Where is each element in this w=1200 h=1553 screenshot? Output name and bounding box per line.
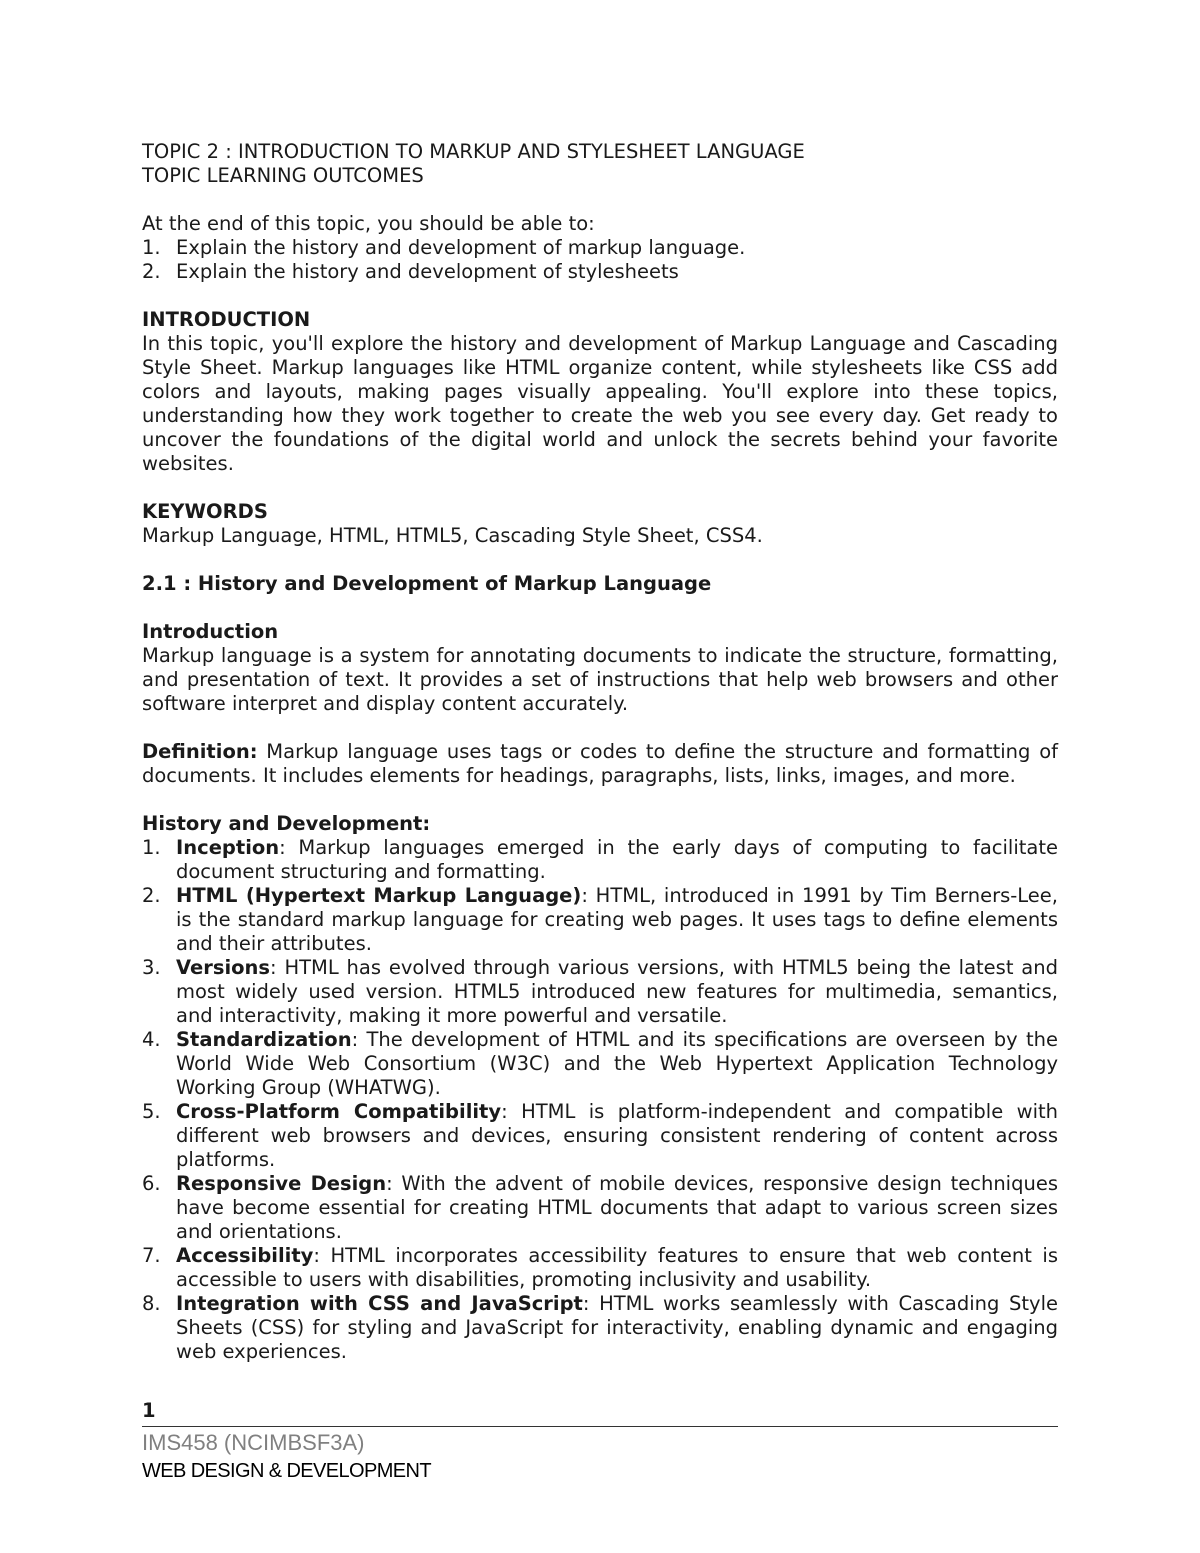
document-page <box>142 140 1058 1364</box>
definition-body: Markup language uses tags or codes to define the structure and formatting of documents. It includes elements for headings, paragraphs, lists, links, images, and more. <box>142 740 1058 787</box>
course-name: WEB DESIGN & DEVELOPMENT <box>142 1460 431 1482</box>
history-item <box>142 1028 1058 1100</box>
history-item <box>142 836 1058 884</box>
list-number: 7. <box>142 1244 161 1267</box>
section-title: 2.1 : History and Development of Markup Language <box>142 572 712 595</box>
history-desc: : With the advent of mobile devices, responsive design techniques have become essential for creating HTML documents that adapt to various screen sizes and orientations. <box>176 1172 1058 1243</box>
history-desc: : HTML works seamlessly with Cascading Style Sheets (CSS) for styling and JavaScript for interactivity, enabling dynamic and engaging web experiences. <box>176 1292 1058 1363</box>
history-desc: : Markup languages emerged in the early days of computing to facilitate document structuring and formatting. <box>176 836 1058 883</box>
outcome-item <box>142 260 1058 284</box>
history-item <box>142 956 1058 1028</box>
list-text <box>176 1028 1058 1100</box>
course-code: IMS458 (NCIMBSF3A) <box>142 1430 365 1455</box>
introduction-title: INTRODUCTION <box>142 308 311 331</box>
list-text <box>176 1292 1058 1364</box>
history-item <box>142 1292 1058 1364</box>
history-item <box>142 1244 1058 1292</box>
history-desc: : The development of HTML and its specifications are overseen by the World Wide Web Consortium (W3C) and the Web Hypertext Application Technology Working Group (WHATWG). <box>176 1028 1058 1099</box>
definition-label: Definition: <box>142 740 258 763</box>
list-number: 4. <box>142 1028 161 1051</box>
history-desc: : HTML, introduced in 1991 by Tim Berners-Lee, is the standard markup language for creating web pages. It uses tags to define elements and their attributes. <box>176 884 1059 955</box>
page-footer <box>142 1398 1058 1485</box>
history-term: Integration with CSS and JavaScript <box>176 1292 583 1315</box>
outcomes-intro: At the end of this topic, you should be able to: <box>142 212 595 235</box>
list-number: 8. <box>142 1292 161 1315</box>
list-text <box>176 836 1058 884</box>
history-term: HTML (Hypertext Markup Language) <box>176 884 582 907</box>
history-item <box>142 884 1058 956</box>
history-term: Standardization <box>176 1028 352 1051</box>
section-intro-body: Markup language is a system for annotating documents to indicate the structure, formatting, and presentation of text. It provides a set of instructions that help web browsers and other software interpret and display content accurately. <box>142 644 1058 715</box>
definition-paragraph <box>142 740 1058 788</box>
page-number: 1 <box>142 1399 156 1422</box>
list-number: 2. <box>142 260 161 283</box>
history-item <box>142 1172 1058 1244</box>
topic-title: TOPIC 2 : INTRODUCTION TO MARKUP AND STYLESHEET LANGUAGE <box>142 140 805 163</box>
footer-divider <box>142 1426 1058 1427</box>
list-number: 2. <box>142 884 161 907</box>
introduction-body: In this topic, you'll explore the history and development of Markup Language and Cascading Style Sheet. Markup languages like HTML organize content, while stylesheets like CSS add colors and layouts, making pages visually appealing. You'll explore into these topics, understanding how they work together to create the web you see every day. Get ready to uncover the foundations of the digital world and unlock the secrets behind your favorite websites. <box>142 332 1058 475</box>
list-number: 5. <box>142 1100 161 1123</box>
list-text: Explain the history and development of stylesheets <box>176 260 679 283</box>
history-desc: : HTML has evolved through various versions, with HTML5 being the latest and most widely used version. HTML5 introduced new features for multimedia, semantics, and interactivity, making it more powerful and versatile. <box>176 956 1058 1027</box>
history-term: Cross-Platform Compatibility <box>176 1100 502 1123</box>
history-desc: : HTML is platform-independent and compatible with different web browsers and devices, ensuring consistent rendering of content across platforms. <box>176 1100 1058 1171</box>
keywords-title: KEYWORDS <box>142 500 268 523</box>
section-intro-title: Introduction <box>142 620 279 643</box>
history-term: Inception <box>176 836 280 859</box>
list-number: 1. <box>142 236 161 259</box>
history-term: Responsive Design <box>176 1172 387 1195</box>
list-text <box>176 1100 1058 1172</box>
list-text <box>176 1172 1058 1244</box>
list-text <box>176 884 1058 956</box>
history-desc: : HTML incorporates accessibility features to ensure that web content is accessible to users with disabilities, promoting inclusivity and usability. <box>176 1244 1058 1291</box>
outcomes-list <box>142 236 1058 284</box>
outcome-item <box>142 236 1058 260</box>
list-text: Explain the history and development of markup language. <box>176 236 746 259</box>
outcomes-title: TOPIC LEARNING OUTCOMES <box>142 164 424 187</box>
history-title: History and Development: <box>142 812 431 835</box>
history-term: Versions <box>176 956 271 979</box>
list-number: 3. <box>142 956 161 979</box>
list-text <box>176 1244 1058 1292</box>
history-term: Accessibility <box>176 1244 314 1267</box>
history-list <box>142 836 1058 1364</box>
keywords-body: Markup Language, HTML, HTML5, Cascading Style Sheet, CSS4. <box>142 524 763 547</box>
list-number: 6. <box>142 1172 161 1195</box>
list-text <box>176 956 1058 1028</box>
history-item <box>142 1100 1058 1172</box>
list-number: 1. <box>142 836 161 859</box>
